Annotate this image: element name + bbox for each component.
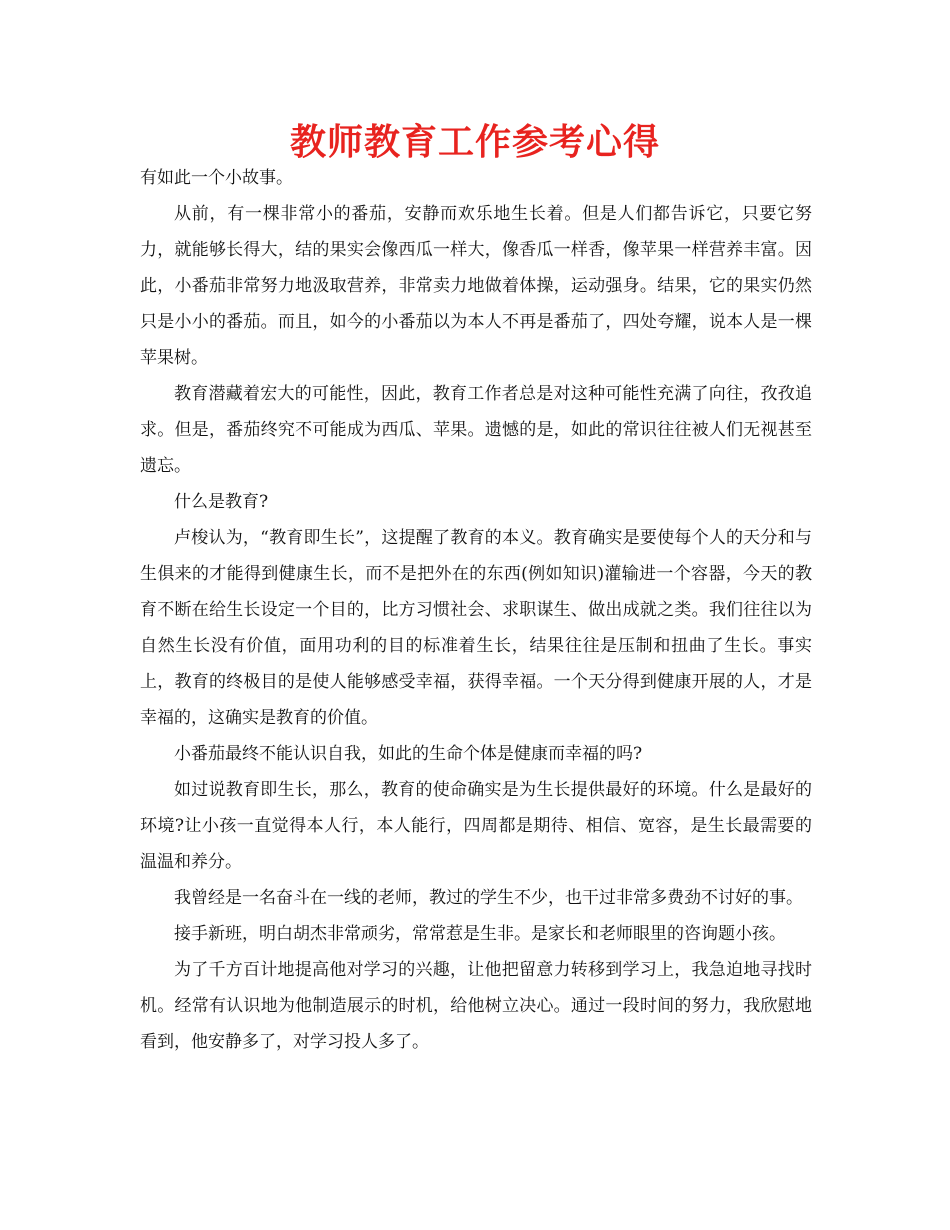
paragraph: 为了千方百计地提高他对学习的兴趣，让他把留意力转移到学习上，我急迫地寻找时机。经常有认识地为他制造展示的时机，给他树立决心。通过一段时间的努力，我欣慰地看到，他安静多了，对学习投人多了。 — [140, 960, 812, 1052]
paragraph: 什么是教育? — [174, 492, 269, 512]
paragraph: 小番茄最终不能认识自我，如此的生命个体是健康而幸福的吗? — [174, 744, 643, 764]
paragraph: 从前，有一棵非常小的番茄，安静而欢乐地生长着。但是人们都告诉它，只要它努力，就能够长得大，结的果实会像西瓜一样大，像香瓜一样香，像苹果一样营养丰富。因此，小番茄非常努力地汲取营养，非常卖力地做着体操，运动强身。结果，它的果实仍然只是小小的番茄。而且，如今的小番茄以为本人不再是番茄了，四处夸耀，说本人是一棵苹果树。 — [140, 204, 812, 368]
paragraph: 卢梭认为，“教育即生长”，这提醒了教育的本义。教育确实是要使每个人的天分和与生俱来的才能得到健康生长，而不是把外在的东西(例如知识)灌输进一个容器，今天的教育不断在给生长设定一个目的，比方习惯社会、求职谋生、做出成就之类。我们往往以为自然生长没有价值，面用功利的目的标准着生长，结果往往是压制和扭曲了生长。事实上，教育的终极目的是使人能够感受幸福，获得幸福。一个天分得到健康开展的人，才是幸福的，这确实是教育的价值。 — [140, 528, 812, 728]
document-title: 教师教育工作参考心得 — [289, 122, 660, 163]
paragraph: 接手新班，明白胡杰非常顽劣，常常惹是生非。是家长和老师眼里的咨询题小孩。 — [174, 924, 786, 944]
document-body — [140, 160, 812, 1060]
paragraph: 教育潜藏着宏大的可能性，因此，教育工作者总是对这种可能性充满了向往，孜孜追求。但是，番茄终究不可能成为西瓜、苹果。遗憾的是，如此的常识往往被人们无视甚至遗忘。 — [140, 384, 812, 476]
paragraph: 有如此一个小故事。 — [140, 168, 293, 188]
paragraph: 如过说教育即生长，那么，教育的使命确实是为生长提供最好的环境。什么是最好的环境?让小孩一直觉得本人行，本人能行，四周都是期待、相信、宽容，是生长最需要的温温和养分。 — [140, 780, 812, 872]
paragraph: 我曾经是一名奋斗在一线的老师，教过的学生不少，也干过非常多费劲不讨好的事。 — [174, 888, 803, 908]
